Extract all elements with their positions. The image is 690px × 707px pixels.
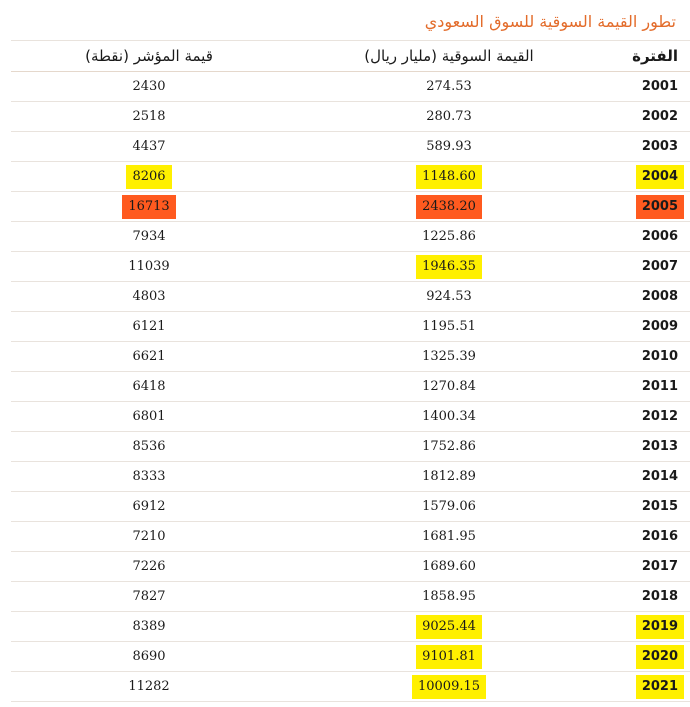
- cell-index-value: 16713: [122, 195, 175, 219]
- cell-index-value: 7827: [132, 588, 166, 604]
- table-body: [11, 72, 690, 702]
- market-value-table: [11, 40, 690, 702]
- table-row: [11, 102, 690, 132]
- cell-year: 2017: [641, 558, 678, 574]
- cell-index-value-container: [11, 612, 287, 642]
- table-row: [11, 582, 690, 612]
- cell-year-container: [611, 252, 690, 282]
- cell-year-container: [611, 672, 690, 702]
- cell-year: 2005: [636, 195, 684, 219]
- table-row: [11, 432, 690, 462]
- cell-year-container: [611, 642, 690, 672]
- cell-year-container: [611, 432, 690, 462]
- cell-index-value: 11039: [128, 258, 170, 274]
- cell-index-value: 6121: [132, 318, 166, 334]
- cell-index-value: 2430: [132, 78, 166, 94]
- table-row: [11, 642, 690, 672]
- cell-year: 2018: [641, 588, 678, 604]
- cell-index-value-container: [11, 402, 287, 432]
- table-row: [11, 522, 690, 552]
- cell-year: 2009: [641, 318, 678, 334]
- cell-year: 2013: [641, 438, 678, 454]
- cell-market-value: 589.93: [426, 138, 472, 154]
- table-row: [11, 372, 690, 402]
- table-row: [11, 192, 690, 222]
- cell-market-value: 9025.44: [416, 615, 482, 639]
- cell-index-value: 6418: [132, 378, 166, 394]
- table-header: [11, 41, 690, 72]
- cell-year-container: [611, 282, 690, 312]
- header-period: الفترة: [611, 41, 690, 72]
- cell-market-value-container: [287, 372, 611, 402]
- cell-year: 2010: [641, 348, 678, 364]
- cell-year-container: [611, 402, 690, 432]
- table-row: [11, 312, 690, 342]
- cell-year: 2015: [641, 498, 678, 514]
- table-row: [11, 462, 690, 492]
- cell-market-value-container: [287, 492, 611, 522]
- cell-year-container: [611, 492, 690, 522]
- cell-year: 2014: [641, 468, 678, 484]
- cell-index-value: 4803: [132, 288, 166, 304]
- cell-market-value-container: [287, 552, 611, 582]
- cell-market-value-container: [287, 402, 611, 432]
- cell-index-value: 4437: [132, 138, 166, 154]
- cell-year-container: [611, 312, 690, 342]
- table-row: [11, 342, 690, 372]
- cell-year-container: [611, 522, 690, 552]
- cell-market-value: 2438.20: [416, 195, 482, 219]
- cell-index-value-container: [11, 552, 287, 582]
- cell-market-value: 1946.35: [416, 255, 482, 279]
- cell-index-value: 8333: [132, 468, 166, 484]
- cell-year-container: [611, 372, 690, 402]
- cell-market-value: 1812.89: [422, 468, 476, 484]
- cell-year-container: [611, 72, 690, 102]
- cell-index-value-container: [11, 492, 287, 522]
- cell-market-value: 274.53: [426, 78, 472, 94]
- cell-index-value-container: [11, 252, 287, 282]
- cell-market-value-container: [287, 132, 611, 162]
- cell-year: 2003: [641, 138, 678, 154]
- cell-market-value-container: [287, 672, 611, 702]
- cell-year: 2016: [641, 528, 678, 544]
- cell-market-value: 9101.81: [416, 645, 482, 669]
- table-row: [11, 162, 690, 192]
- cell-index-value-container: [11, 582, 287, 612]
- cell-market-value-container: [287, 432, 611, 462]
- cell-year-container: [611, 582, 690, 612]
- cell-year: 2007: [641, 258, 678, 274]
- cell-market-value-container: [287, 642, 611, 672]
- header-row: [11, 41, 690, 72]
- cell-market-value-container: [287, 612, 611, 642]
- cell-market-value-container: [287, 312, 611, 342]
- table-row: [11, 672, 690, 702]
- cell-year: 2001: [641, 78, 678, 94]
- table-row: [11, 552, 690, 582]
- cell-year: 2020: [636, 645, 684, 669]
- cell-index-value: 6912: [132, 498, 166, 514]
- cell-market-value: 924.53: [426, 288, 472, 304]
- cell-market-value-container: [287, 342, 611, 372]
- cell-index-value-container: [11, 642, 287, 672]
- cell-year-container: [611, 222, 690, 252]
- cell-index-value: 7934: [132, 228, 166, 244]
- cell-market-value: 1752.86: [422, 438, 476, 454]
- table-row: [11, 402, 690, 432]
- cell-market-value-container: [287, 102, 611, 132]
- cell-index-value: 8389: [132, 618, 166, 634]
- cell-market-value-container: [287, 462, 611, 492]
- cell-index-value: 6801: [132, 408, 166, 424]
- cell-year: 2006: [641, 228, 678, 244]
- cell-year: 2008: [641, 288, 678, 304]
- cell-year-container: [611, 612, 690, 642]
- cell-year-container: [611, 192, 690, 222]
- cell-index-value: 11282: [128, 678, 170, 694]
- cell-market-value: 10009.15: [412, 675, 486, 699]
- cell-index-value-container: [11, 162, 287, 192]
- cell-year: 2021: [636, 675, 684, 699]
- cell-market-value: 1325.39: [422, 348, 476, 364]
- cell-market-value-container: [287, 582, 611, 612]
- cell-market-value-container: [287, 192, 611, 222]
- cell-market-value-container: [287, 282, 611, 312]
- cell-index-value-container: [11, 72, 287, 102]
- table-row: [11, 252, 690, 282]
- cell-market-value-container: [287, 162, 611, 192]
- cell-market-value: 1195.51: [422, 318, 476, 334]
- table-title: تطور القيمة السوقية للسوق السعودي: [424, 12, 676, 31]
- cell-market-value: 1270.84: [422, 378, 476, 394]
- cell-index-value-container: [11, 432, 287, 462]
- cell-year-container: [611, 162, 690, 192]
- table-row: [11, 282, 690, 312]
- cell-market-value-container: [287, 522, 611, 552]
- cell-market-value-container: [287, 252, 611, 282]
- cell-index-value-container: [11, 102, 287, 132]
- cell-market-value: 1858.95: [422, 588, 476, 604]
- cell-index-value: 8690: [132, 648, 166, 664]
- cell-index-value-container: [11, 132, 287, 162]
- cell-index-value-container: [11, 192, 287, 222]
- cell-year: 2012: [641, 408, 678, 424]
- cell-year-container: [611, 342, 690, 372]
- cell-market-value: 1579.06: [422, 498, 476, 514]
- cell-index-value: 7210: [132, 528, 166, 544]
- table-row: [11, 492, 690, 522]
- cell-index-value-container: [11, 222, 287, 252]
- cell-index-value: 6621: [132, 348, 166, 364]
- cell-index-value-container: [11, 672, 287, 702]
- table-row: [11, 612, 690, 642]
- cell-year-container: [611, 132, 690, 162]
- cell-index-value-container: [11, 522, 287, 552]
- cell-market-value: 1225.86: [422, 228, 476, 244]
- cell-year-container: [611, 462, 690, 492]
- cell-market-value: 1689.60: [422, 558, 476, 574]
- cell-market-value-container: [287, 72, 611, 102]
- cell-index-value-container: [11, 282, 287, 312]
- header-market-value: القيمة السوقية (مليار ريال): [287, 41, 611, 72]
- header-index-value: قيمة المؤشر (نقطة): [11, 41, 287, 72]
- cell-index-value-container: [11, 342, 287, 372]
- cell-market-value: 280.73: [426, 108, 472, 124]
- cell-index-value: 2518: [132, 108, 166, 124]
- cell-index-value: 8536: [132, 438, 166, 454]
- cell-year: 2004: [636, 165, 684, 189]
- cell-year: 2011: [641, 378, 678, 394]
- cell-year-container: [611, 552, 690, 582]
- table-row: [11, 132, 690, 162]
- cell-index-value-container: [11, 312, 287, 342]
- cell-market-value: 1681.95: [422, 528, 476, 544]
- cell-market-value: 1400.34: [422, 408, 476, 424]
- cell-year: 2019: [636, 615, 684, 639]
- cell-market-value: 1148.60: [416, 165, 482, 189]
- cell-year-container: [611, 102, 690, 132]
- cell-market-value-container: [287, 222, 611, 252]
- table-row: [11, 222, 690, 252]
- cell-index-value-container: [11, 372, 287, 402]
- cell-index-value: 7226: [132, 558, 166, 574]
- cell-index-value-container: [11, 462, 287, 492]
- table-row: [11, 72, 690, 102]
- cell-year: 2002: [641, 108, 678, 124]
- cell-index-value: 8206: [126, 165, 171, 189]
